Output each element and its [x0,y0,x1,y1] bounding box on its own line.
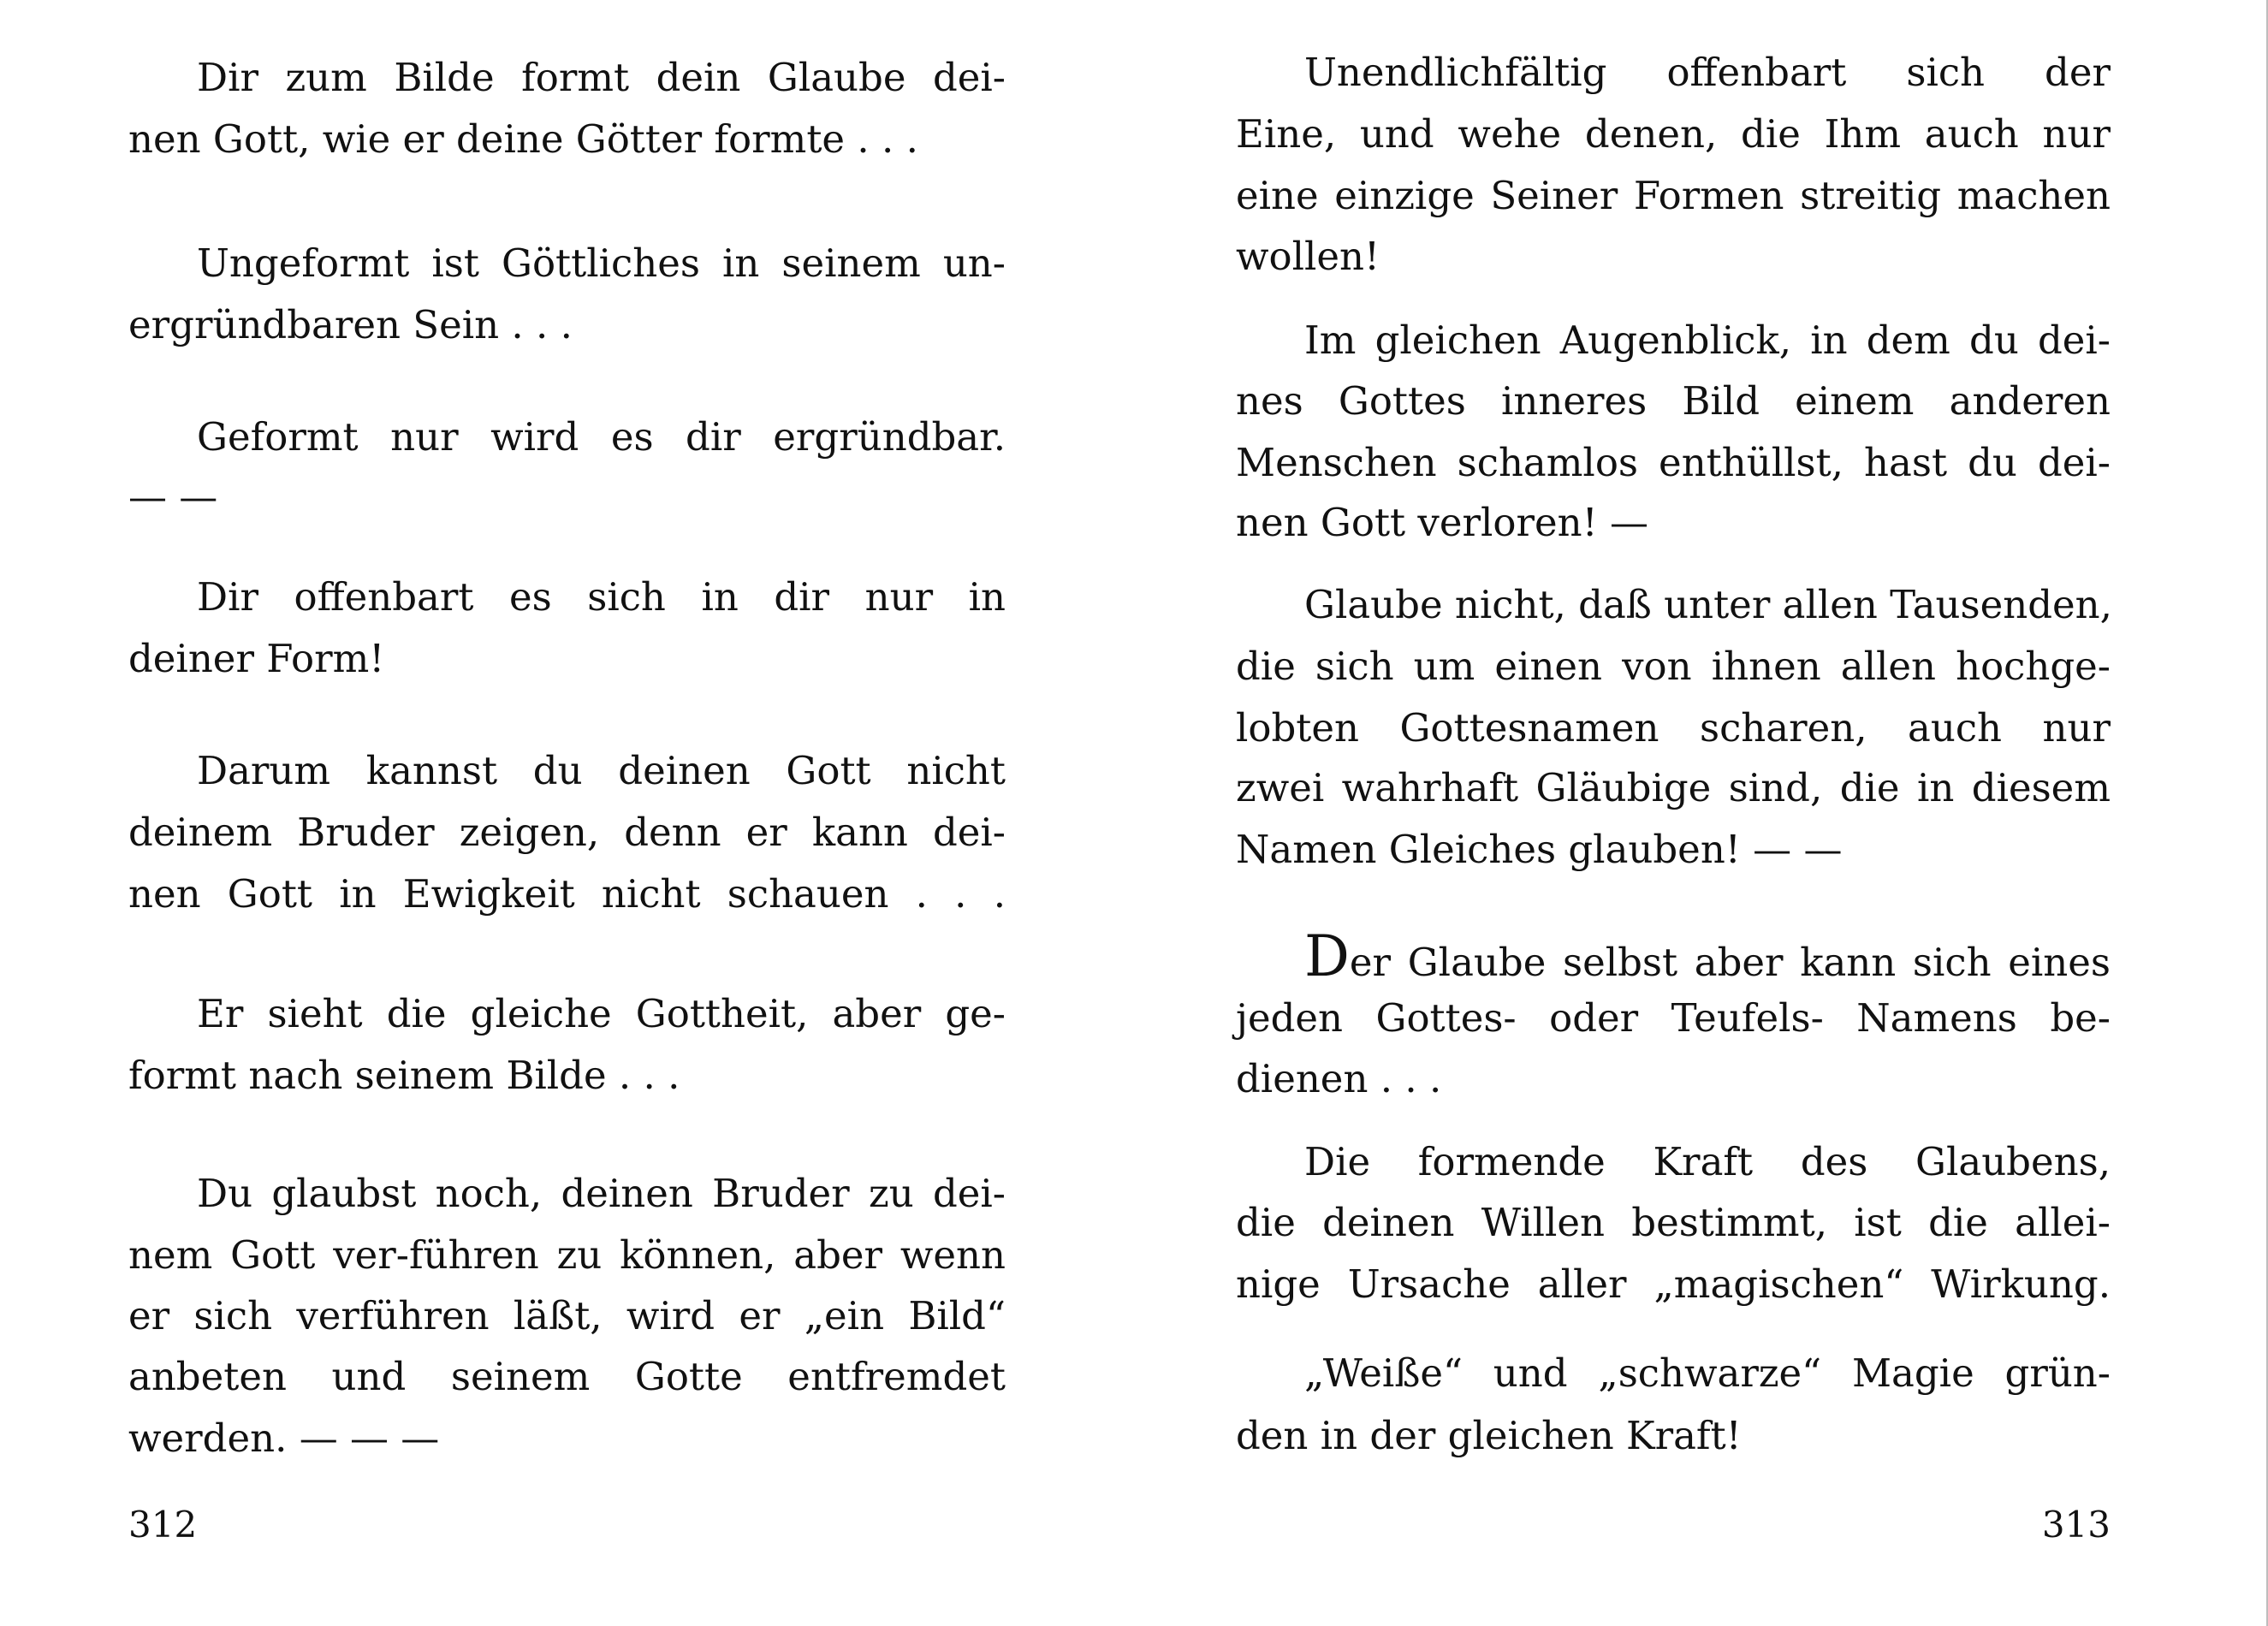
text-line: formt nach seinem Bilde . . . [128,1053,680,1098]
text-line: ergründbaren Sein . . . [128,302,573,347]
text-line: „Weiße“ und „schwarze“ Magie grün- [1304,1350,2111,1396]
text-line: deinem Bruder zeigen, denn er kann dei- [128,810,1006,855]
text-line: werden. — — — [128,1415,440,1461]
page-number: 312 [128,1504,198,1546]
text-line: Darum kannst du deinen Gott nicht [197,748,1006,793]
text-line: lobten Gottesnamen scharen, auch nur [1236,705,2111,751]
text-line: Eine, und wehe denen, die Ihm auch nur [1236,111,2111,157]
text-line: nen Gott in Ewigkeit nicht schauen . . . [128,871,1006,917]
left-page [128,0,1006,1626]
text-line: jeden Gottes- oder Teufels- Namens be- [1236,995,2111,1041]
text-line: nes Gottes inneres Bild einem anderen [1236,378,2111,424]
text-line: Ungeformt ist Göttliches in seinem un- [197,240,1006,286]
right-page [1236,0,2111,1626]
text-line: Namen Gleiches glauben! — — [1236,827,1843,872]
text-line: nen Gott, wie er deine Götter formte . . . [128,116,918,162]
text-line: deiner Form! [128,636,385,681]
drop-capital: D [1304,923,1350,989]
text-line: Geformt nur wird es dir ergründbar. [197,414,1006,460]
text-line: die deinen Willen bestimmt, ist die allei- [1236,1200,2111,1245]
text-line: nem Gott ver-führen zu können, aber wenn [128,1232,1006,1278]
text-line: Menschen schamlos enthüllst, hast du dei- [1236,440,2111,485]
text-line: anbeten und seinem Gotte entfremdet [128,1354,1006,1399]
text-line: Die formende Kraft des Glaubens, [1304,1139,2111,1184]
text-run: er Glaube selbst aber kann sich eines [1349,940,2111,985]
text-line: — — [128,474,218,519]
text-line: nige Ursache aller „magischen“ Wirkung. [1236,1261,2111,1307]
text-line: Er sieht die gleiche Gottheit, aber ge- [197,991,1006,1036]
text-line: Unendlichfältig offenbart sich der [1304,50,2111,95]
text-line: Dir offenbart es sich in dir nur in [197,574,1006,620]
text-line: Dir zum Bilde formt dein Glaube dei- [197,55,1006,100]
text-line: wollen! [1236,234,1380,279]
text-line: dienen . . . [1236,1056,1442,1101]
text-line: nen Gott verloren! — [1236,500,1648,545]
text-line: zwei wahrhaft Gläubige sind, die in diesem [1236,765,2111,810]
text-line [1236,923,2111,991]
text-line: den in der gleichen Kraft! [1236,1413,1742,1458]
text-line: eine einzige Seiner Formen streitig machen [1236,173,2111,218]
text-line: Im gleichen Augenblick, in dem du dei- [1304,317,2111,363]
text-line: Glaube nicht, daß unter allen Tausenden, [1304,582,2112,627]
text-line: die sich um einen von ihnen allen hochge- [1236,644,2111,689]
page-number: 313 [2041,1504,2111,1546]
text-line: Du glaubst noch, deinen Bruder zu dei- [197,1171,1006,1216]
text-line: er sich verführen läßt, wird er „ein Bild“ [128,1293,1006,1338]
